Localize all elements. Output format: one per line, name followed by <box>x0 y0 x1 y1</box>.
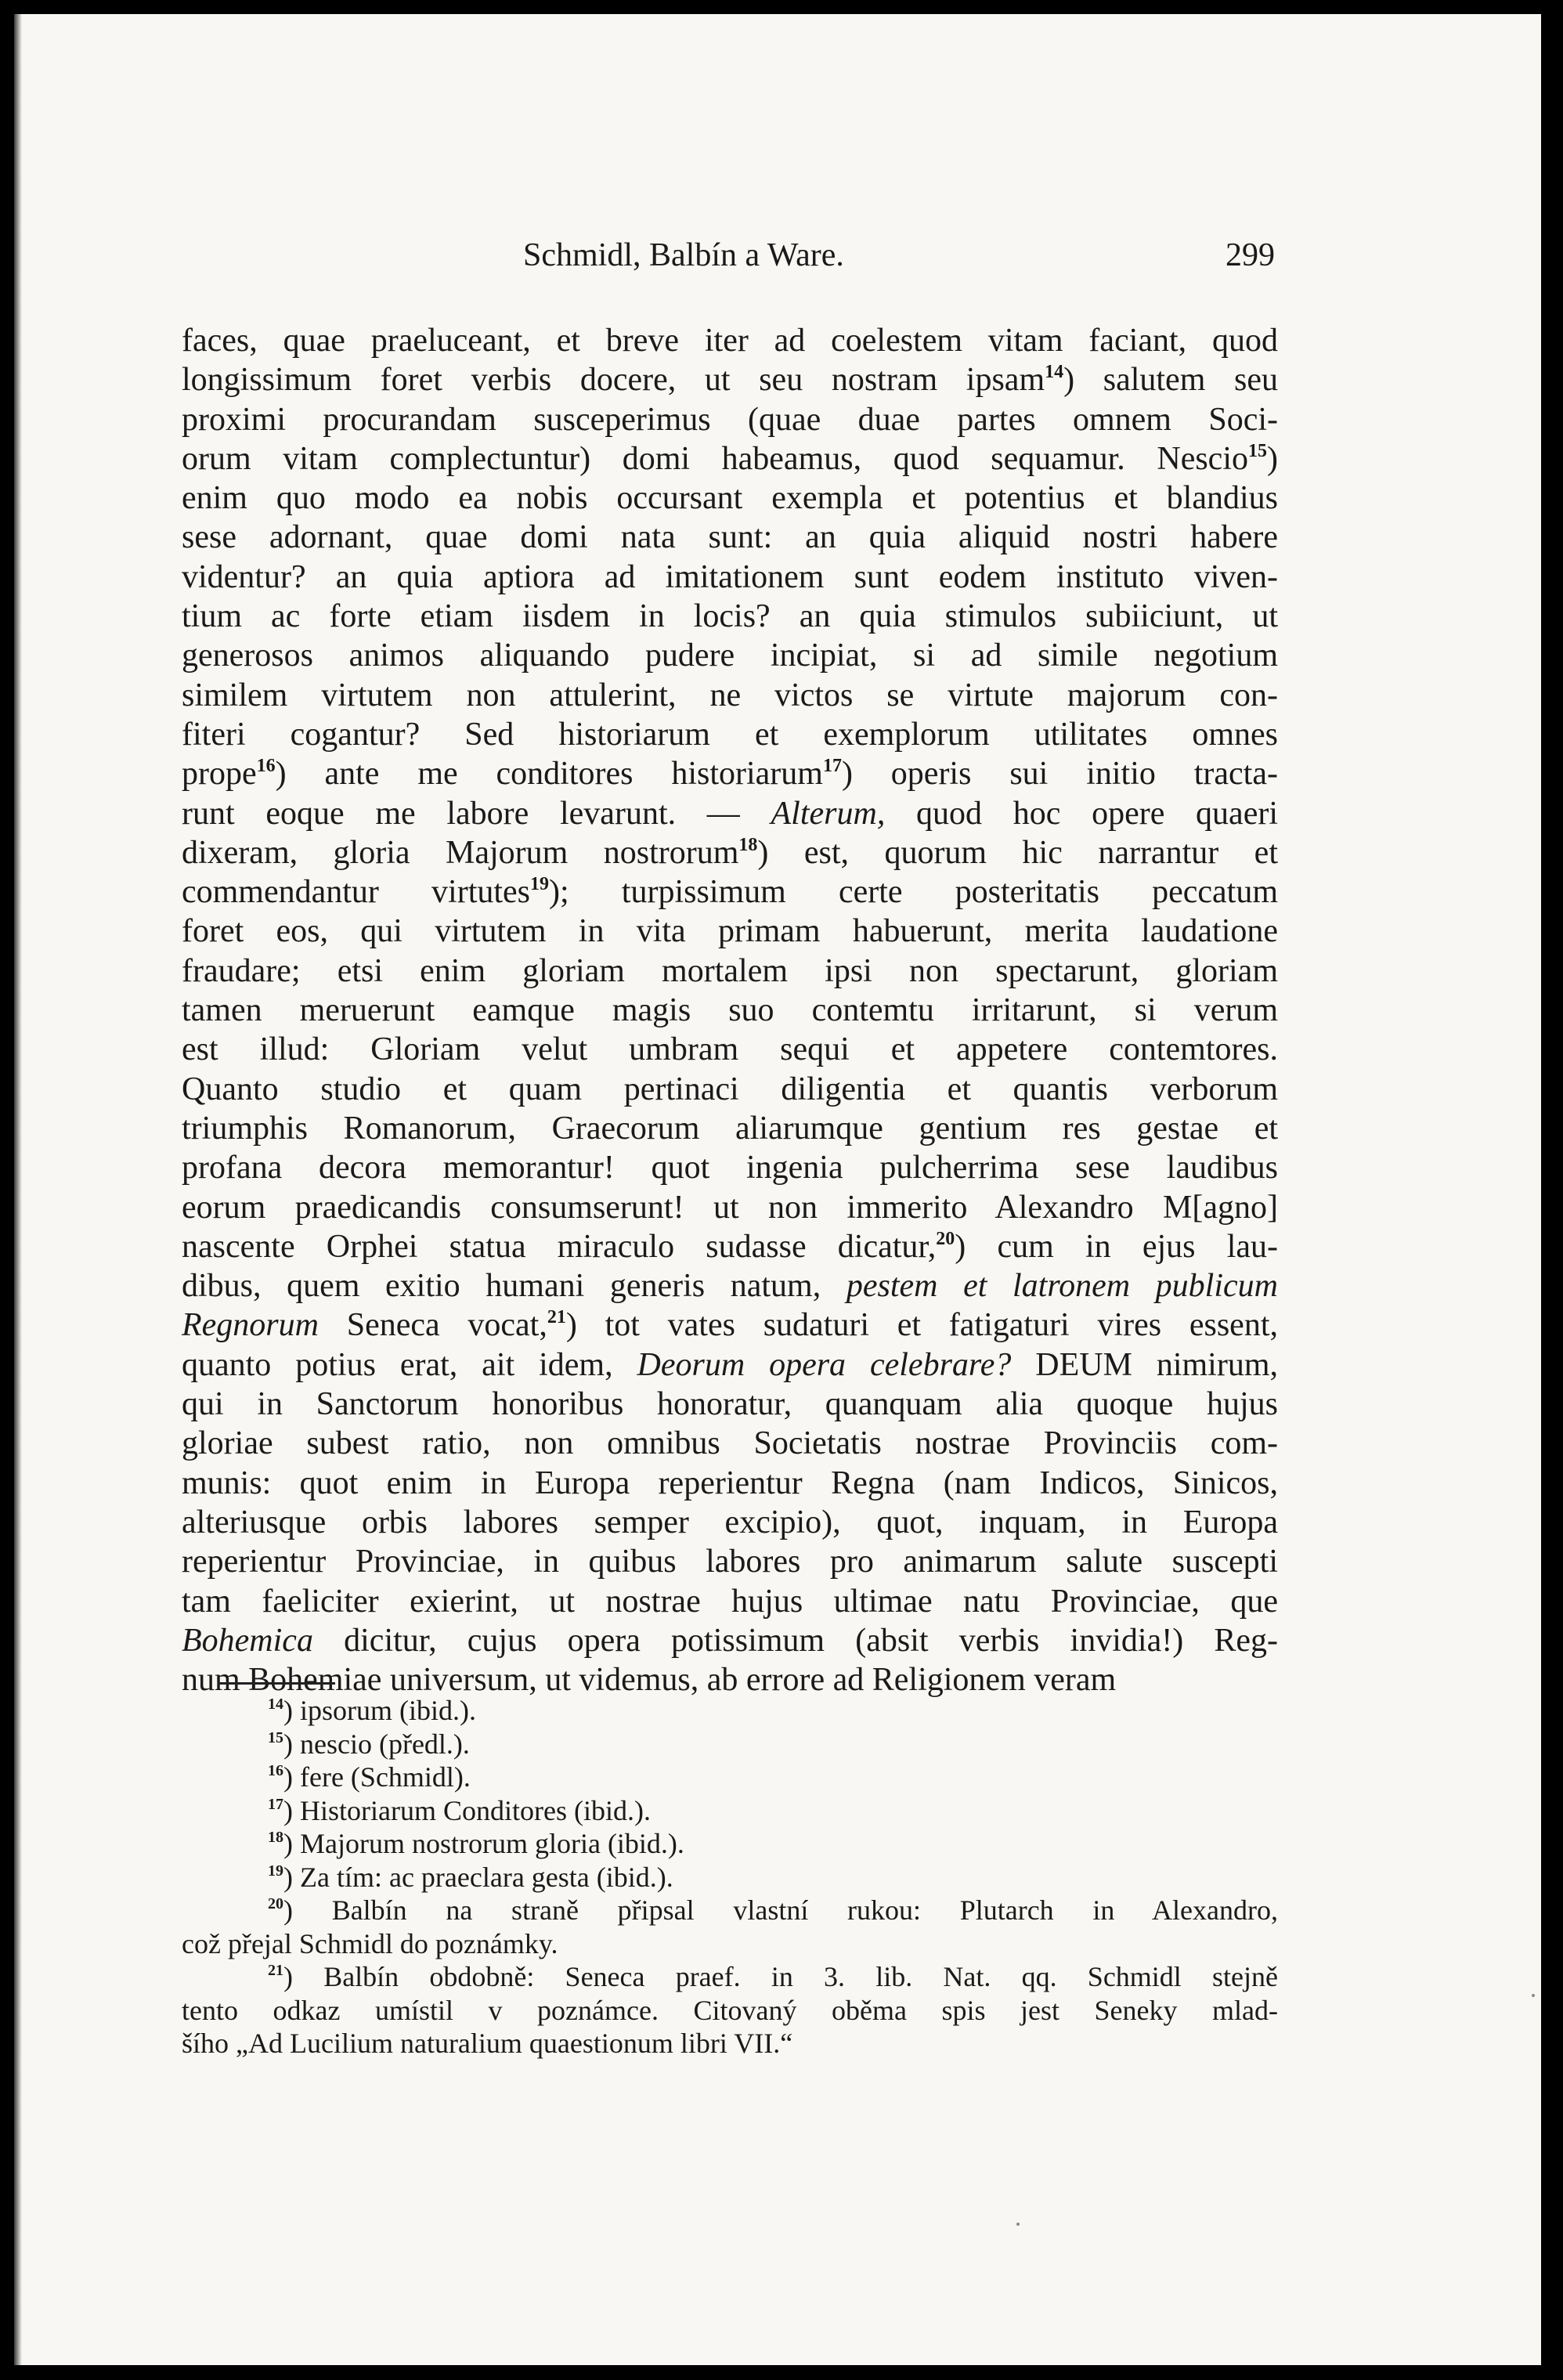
footnote-17: $^{17}$) Historiarum Conditores (ibid.). <box>268 1794 651 1826</box>
footnote-number: 18 <box>268 1829 283 1846</box>
text-line: sese adornant, quae domi nata sunt: an quia aliquid nostri habere <box>182 519 1278 556</box>
italic-span: Alterum, <box>771 795 886 832</box>
footnote-ref[interactable]: 18 <box>738 834 758 855</box>
text-span: ) operis sui initio tracta- <box>841 756 1278 793</box>
text-span: ) cum in ejus lau- <box>955 1228 1279 1265</box>
text-span: longissimum foret verbis docere, ut seu nostram ipsam <box>182 362 1045 399</box>
footnote-16: $^{16}$) fere (Schmidl). <box>268 1761 471 1793</box>
footnote-number: 14 <box>268 1696 283 1713</box>
footnote-text: Balbín na straně připsal vlastní rukou: Plutarch in Alexandro, <box>331 1894 1278 1926</box>
text-line <box>182 1266 1278 1306</box>
text-span: dibus, quem exitio humani generis natum, <box>182 1268 821 1305</box>
footnote-text: nescio (předl.). <box>300 1728 470 1760</box>
page-spine-shadow <box>14 14 22 2365</box>
text-line: eorum praedicandis consumserunt! ut non immerito Alexandro M[agno] <box>182 1189 1278 1226</box>
italic-span: pestem et latronem publicum <box>846 1268 1278 1305</box>
running-title: Schmidl, Balbín a Ware. <box>523 237 844 273</box>
text-span: prope <box>182 756 257 793</box>
text-span: ) tot vates sudaturi et fatigaturi vires essent, <box>565 1307 1278 1344</box>
footnote-ref[interactable]: 16 <box>256 756 276 777</box>
text-span: ) est, quorum hic narrantur et <box>757 834 1278 871</box>
text-span: Seneca vocat, <box>346 1307 547 1344</box>
text-span: runt eoque me labore levarunt. — <box>182 795 740 832</box>
text-line <box>182 1621 1278 1660</box>
footnote-number: 17 <box>268 1795 283 1813</box>
text-line: fiteri cogantur? Sed historiarum et exemplorum utilitates omnes <box>182 716 1278 753</box>
text-line: gloriae subest ratio, non omnibus Societatis nostrae Provinciis com- <box>182 1425 1278 1462</box>
text-span: DEUM nimirum, <box>1035 1346 1279 1383</box>
text-line <box>182 439 1278 479</box>
text-span: orum vitam complectuntur) domi habeamus, quod sequamur. Nescio <box>182 440 1248 477</box>
book-page <box>14 14 1541 2365</box>
footnote-21-cont: tento odkaz umístil v poznámce. Citovaný oběma spis jest Seneky mlad- <box>182 1994 1278 2026</box>
footnote-text: Balbín obdobně: Seneca praef. in 3. lib. Nat. qq. Schmidl stejně <box>323 1961 1278 1992</box>
footnote-ref[interactable]: 15 <box>1248 440 1267 461</box>
footnote-19: $^{19}$) Za tím: ac praeclara gesta (ibid.). <box>268 1861 673 1893</box>
footnote-text: Za tím: ac praeclara gesta (ibid.). <box>300 1861 673 1893</box>
text-span: ) ante me conditores historiarum <box>275 756 823 793</box>
paper-speck <box>1532 1994 1535 1997</box>
text-line: num Bohemiae universum, ut videmus, ab errore ad Religionem veram <box>182 1662 1117 1699</box>
footnotes <box>182 1694 1278 2060</box>
text-span: quod hoc opere quaeri <box>916 795 1278 832</box>
text-line: fraudare; etsi enim gloriam mortalem ipsi non spectarunt, gloriam <box>182 952 1278 989</box>
text-span: quanto potius erat, ait idem, <box>182 1346 613 1383</box>
footnote-ref[interactable]: 20 <box>936 1228 955 1249</box>
text-line: videntur? an quia aptiora ad imitationem sunt eodem instituto viven- <box>182 558 1278 595</box>
text-line <box>182 1227 1278 1266</box>
footnote-20: $^{20}$) Balbín na straně připsal vlastní rukou: Plutarch in Alexandro, <box>268 1894 1278 1926</box>
footnote-number: 21 <box>268 1962 283 1979</box>
footnote-separator <box>218 1682 335 1685</box>
text-line: triumphis Romanorum, Graecorum aliarumque gentium res gestae et <box>182 1110 1278 1147</box>
text-span: commendantur virtutes <box>182 874 531 911</box>
text-line: Quanto studio et quam pertinaci diligentia et quantis verborum <box>182 1071 1278 1107</box>
text-line: profana decora memorantur! quot ingenia pulcherrima sese laudibus <box>182 1150 1278 1186</box>
footnote-text: ipsorum (ibid.). <box>300 1695 476 1726</box>
italic-span: Regnorum <box>182 1307 319 1344</box>
text-line: tam faeliciter exierint, ut nostrae hujus ultimae natu Provinciae, que <box>182 1583 1278 1620</box>
footnote-number: 15 <box>268 1728 283 1746</box>
text-line <box>182 1345 1278 1385</box>
text-line: tamen meruerunt eamque magis suo contemtu irritarunt, si verum <box>182 992 1278 1029</box>
text-span: ); turpissimum certe posteritatis peccatum <box>549 874 1278 911</box>
text-line: enim quo modo ea nobis occursant exempla et potentius et blandius <box>182 480 1278 517</box>
text-line <box>182 833 1278 872</box>
text-span: dicitur, cujus opera potissimum (absit verbis invidia!) Reg- <box>344 1622 1278 1659</box>
text-line: reperientur Provinciae, in quibus labores pro animarum salute suscepti <box>182 1544 1278 1580</box>
text-line: foret eos, qui virtutem in vita primam habuerunt, merita laudatione <box>182 913 1278 950</box>
footnote-21-cont: šího „Ad Lucilium naturalium quaestionum libri VII.“ <box>182 2028 793 2059</box>
footnote-text: Majorum nostrorum gloria (ibid.). <box>300 1828 684 1859</box>
main-text <box>182 321 1278 1699</box>
text-line <box>182 872 1278 912</box>
footnote-18: $^{18}$) Majorum nostrorum gloria (ibid.). <box>268 1828 684 1859</box>
footnote-14: $^{14}$) ipsorum (ibid.). <box>268 1695 476 1726</box>
footnote-15: $^{15}$) nescio (předl.). <box>268 1728 470 1760</box>
footnote-ref[interactable]: 14 <box>1045 362 1064 383</box>
text-line <box>182 360 1278 399</box>
text-line <box>182 754 1278 793</box>
text-line: proximi procurandam susceperimus (quae duae partes omnem Soci- <box>182 401 1278 438</box>
text-line: qui in Sanctorum honoribus honoratur, quanquam alia quoque hujus <box>182 1386 1278 1423</box>
footnote-number: 16 <box>268 1762 283 1779</box>
text-line: munis: quot enim in Europa reperientur Regna (nam Indicos, Sinicos, <box>182 1464 1278 1501</box>
text-span: dixeram, gloria Majorum nostrorum <box>182 834 739 871</box>
paper-speck <box>1016 2223 1020 2226</box>
footnote-number: 20 <box>268 1895 283 1912</box>
italic-span: Deorum opera celebrare? <box>637 1346 1012 1383</box>
footnote-text: Historiarum Conditores (ibid.). <box>300 1794 651 1826</box>
footnote-21: $^{21}$) Balbín obdobně: Seneca praef. in 3. lib. Nat. qq. Schmidl stejně <box>268 1961 1278 1992</box>
text-line <box>182 1306 1278 1345</box>
italic-span: Bohemica <box>182 1622 313 1659</box>
page-number: 299 <box>1225 237 1275 273</box>
text-span: ) salutem seu <box>1063 362 1278 399</box>
text-span: ) <box>1267 440 1278 477</box>
footnote-20-cont: což přejal Schmidl do poznámky. <box>182 1927 558 1959</box>
text-span: nascente Orphei statua miraculo sudasse dicatur, <box>182 1228 937 1265</box>
text-line: alteriusque orbis labores semper excipio), quot, inquam, in Europa <box>182 1504 1278 1540</box>
footnote-ref[interactable]: 21 <box>547 1307 566 1328</box>
text-line: tium ac forte etiam iisdem in locis? an quia stimulos subiiciunt, ut <box>182 598 1278 635</box>
text-line: similem virtutem non attulerint, ne victos se virtute majorum con- <box>182 677 1278 713</box>
footnote-ref[interactable]: 19 <box>530 874 550 895</box>
text-line: est illud: Gloriam velut umbram sequi et appetere contemtores. <box>182 1031 1278 1068</box>
footnote-number: 19 <box>268 1862 283 1880</box>
footnote-ref[interactable]: 17 <box>822 756 842 777</box>
footnote-text: fere (Schmidl). <box>300 1761 471 1793</box>
text-line: generosos animos aliquando pudere incipiat, si ad simile negotium <box>182 637 1278 674</box>
text-line: faces, quae praeluceant, et breve iter ad coelestem vitam faciant, quod <box>182 323 1278 359</box>
text-line <box>182 794 1278 833</box>
